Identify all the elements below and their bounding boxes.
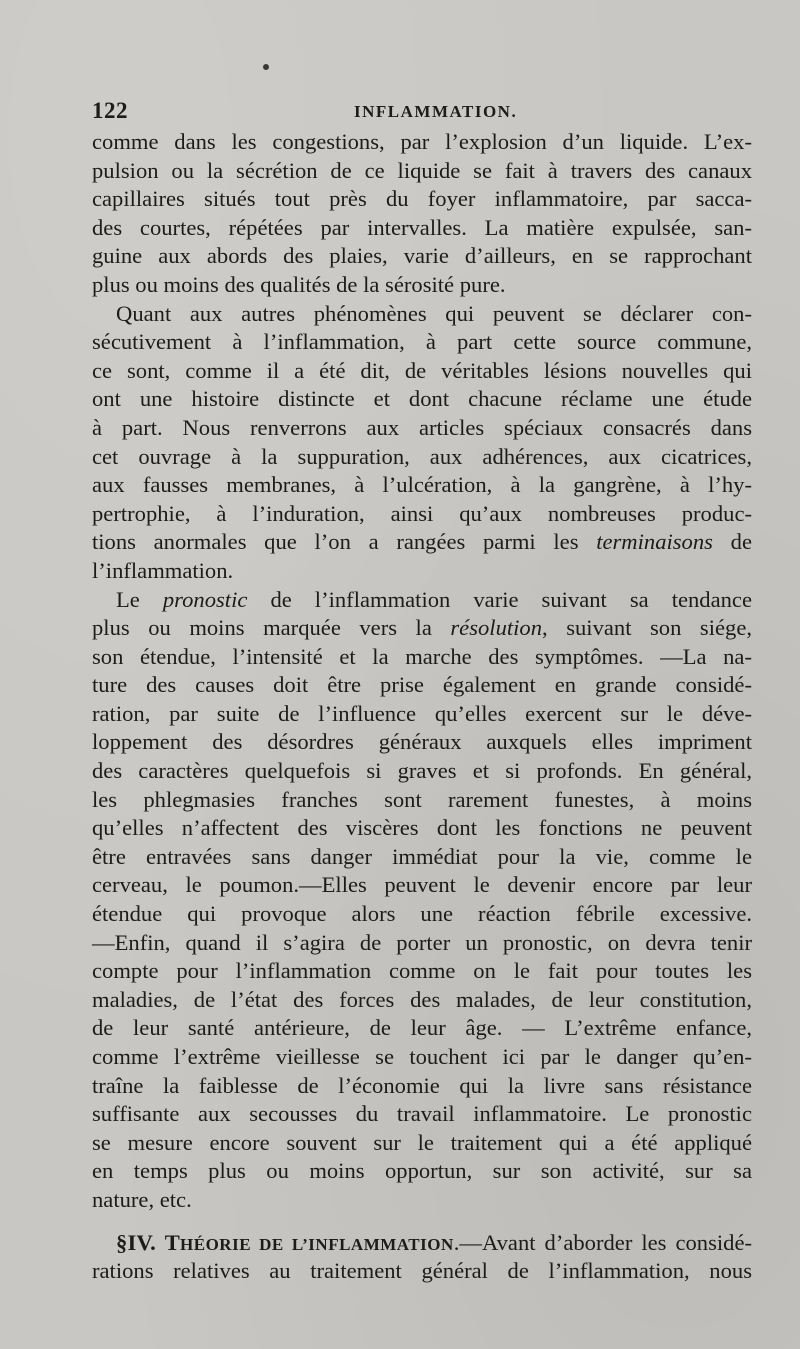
text-run: Le bbox=[116, 586, 163, 612]
text-line: ture des causes doit être prise également en grande considé- bbox=[92, 672, 752, 698]
text-run: de l’inflammation varie suivant sa tendance bbox=[247, 586, 752, 612]
running-head: INFLAMMATION. bbox=[354, 102, 518, 121]
text-line: ration, par suite de l’influence qu’elles exercent sur le déve- bbox=[92, 700, 752, 726]
text-line: capillaires situés tout près du foyer inflammatoire, par sacca- bbox=[92, 186, 752, 212]
page-number: 122 bbox=[92, 98, 128, 123]
text-line: comme dans les congestions, par l’explosion d’un liquide. L’ex- bbox=[92, 129, 752, 154]
section-heading-line bbox=[92, 1229, 752, 1258]
text-line: en temps plus ou moins opportun, sur son activité, sur sa bbox=[92, 1158, 752, 1184]
section-title: HÉORIE DE L’INFLAMMATION bbox=[180, 1234, 454, 1254]
page-header bbox=[92, 98, 752, 128]
text-line: de leur santé antérieure, de leur âge. — L’extrême enfance, bbox=[92, 1015, 752, 1041]
section-spacer bbox=[92, 1215, 752, 1229]
ink-speck bbox=[263, 64, 269, 70]
text-line: nature, etc. bbox=[92, 1186, 192, 1212]
text-line: cerveau, le poumon.—Elles peuvent le devenir encore par leur bbox=[92, 872, 752, 898]
text-line bbox=[92, 614, 752, 643]
text-line: l’inflammation. bbox=[92, 557, 234, 583]
text-line: ont une histoire distincte et dont chacune réclame une étude bbox=[92, 386, 752, 412]
text-line: aux fausses membranes, à l’ulcération, à la gangrène, à l’hy- bbox=[92, 472, 752, 498]
italic-term: pronostic bbox=[162, 586, 248, 612]
text-line: plus ou moins des qualités de la sérosité pure. bbox=[92, 271, 506, 297]
text-line: rations relatives au traitement général de l’inflammation, nous bbox=[92, 1258, 752, 1284]
text-line: des caractères quelquefois si graves et si profonds. En général, bbox=[92, 758, 752, 784]
text-line: à part. Nous renverrons aux articles spéciaux consacrés dans bbox=[92, 414, 752, 440]
text-line: pertrophie, à l’induration, ainsi qu’aux nombreuses produc- bbox=[92, 500, 752, 526]
text-run: , suivant son siége, bbox=[542, 615, 752, 641]
text-line: loppement des désordres généraux auxquels elles impriment bbox=[92, 729, 752, 755]
text-line: comme l’extrême vieillesse se touchent ici par le danger qu’en- bbox=[92, 1044, 752, 1069]
text-run: de bbox=[712, 529, 752, 555]
text-line: maladies, de l’état des forces des malades, de leur constitution, bbox=[92, 986, 752, 1012]
text-line: traîne la faiblesse de l’économie qui la livre sans résistance bbox=[92, 1072, 752, 1098]
text-line: sécutivement à l’inflammation, à part cette source commune, bbox=[92, 329, 752, 355]
text-line: guine aux abords des plaies, varie d’ailleurs, en se rapprochant bbox=[92, 243, 752, 269]
text-line: les phlegmasies franches sont rarement funestes, à moins bbox=[92, 786, 752, 812]
text-line: compte pour l’inflammation comme on le fait pour toutes les bbox=[92, 958, 752, 984]
text-run: .—Avant d’aborder les considé- bbox=[453, 1229, 752, 1255]
text-line: Quant aux autres phénomènes qui peuvent se déclarer con- bbox=[116, 300, 752, 326]
text-line: être entravées sans danger immédiat pour la vie, comme le bbox=[92, 843, 752, 869]
text-line: —Enfin, quand il s’agira de porter un pronostic, on devra tenir bbox=[92, 929, 752, 955]
text-run: plus ou moins marquée vers la bbox=[92, 615, 451, 641]
text-line: pulsion ou la sécrétion de ce liquide se fait à travers des canaux bbox=[92, 157, 752, 183]
text-line: qu’elles n’affectent des viscères dont les fonctions ne peuvent bbox=[92, 815, 752, 841]
section-number: §IV. T bbox=[116, 1229, 181, 1255]
text-line: des courtes, répétées par intervalles. La matière expulsée, san- bbox=[92, 214, 752, 240]
text-line bbox=[92, 528, 752, 557]
text-line: étendue qui provoque alors une réaction fébrile excessive. bbox=[92, 901, 752, 927]
text-line: cet ouvrage à la suppuration, aux adhérences, aux cicatrices, bbox=[92, 443, 752, 469]
text-line: suffisante aux secousses du travail inflammatoire. Le pronostic bbox=[92, 1101, 752, 1127]
text-line bbox=[92, 586, 752, 615]
text-line: se mesure encore souvent sur le traitement qui a été appliqué bbox=[92, 1129, 752, 1155]
italic-term: terminaisons bbox=[596, 529, 713, 555]
text-line: son étendue, l’intensité et la marche des symptômes. —La na- bbox=[92, 643, 752, 669]
page-body bbox=[92, 128, 752, 1286]
text-line: ce sont, comme il a été dit, de véritables lésions nouvelles qui bbox=[92, 357, 752, 383]
text-run: tions anormales que l’on a rangées parmi les bbox=[92, 529, 597, 555]
italic-term: résolution bbox=[450, 615, 543, 641]
